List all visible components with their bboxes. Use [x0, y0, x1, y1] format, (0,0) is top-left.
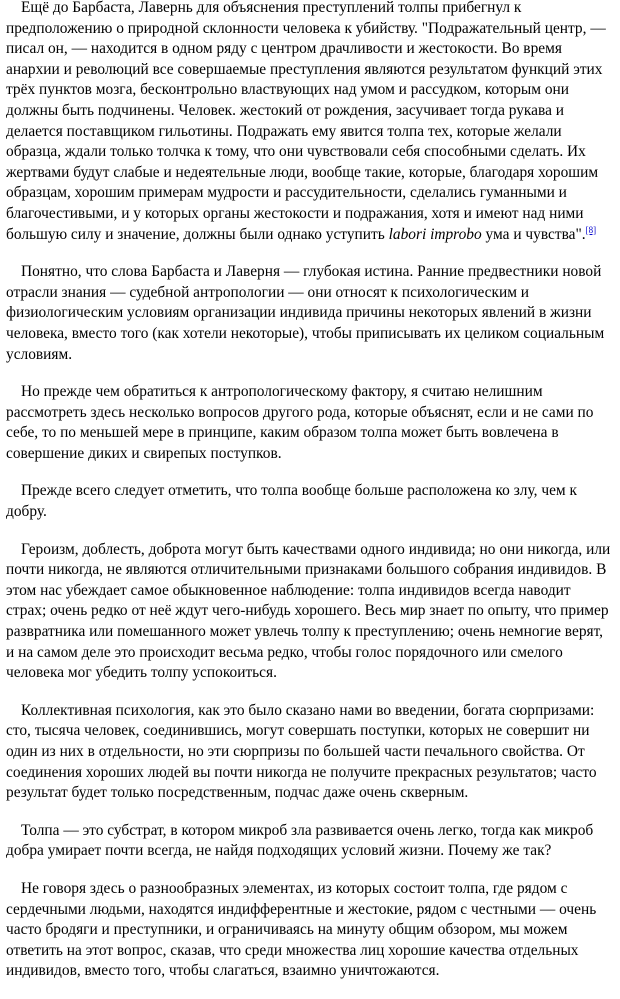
paragraph — [6, 481, 612, 522]
paragraph-text: Ещё до Барбаста, Лавернь для объяснения преступлений толпы прибегнул к предположению о природной склонности человека к убийству. "Подражательный центр, — писал он, — находится в одном ряду с центром драчливости и жестокости. Во время анархии и революций все совершаемые преступления являются результатом функций этих трёх пунктов мозга, бесконтрольно властвующих над умом и рассудком, которым они должны быть подчинены. Человек. жестокий от рождения, засучивает тогда рукава и делается поставщиком гильотины. Подражать ему явится толпа тех, которые желали образца, ждали только толчка к тому, что они чувствовали себя способными сделать. Их жертвами будут слабые и недеятельные люди, вообще такие, которые, благодаря хорошим образцам, хорошим примерам мудрости и рассудительности, сделались гуманными и благочестивыми, и у которых органы жестокости и подражания, хотя и имеют над ними большую силу и значение, должны были однако уступить — [6, 0, 606, 243]
document-page — [6, 0, 612, 999]
paragraph — [6, 821, 612, 862]
paragraph-text: ума и чувства". — [481, 225, 586, 243]
paragraph — [6, 540, 612, 684]
paragraph — [6, 262, 612, 365]
paragraph — [6, 382, 612, 464]
paragraph-text: Прежде всего следует отметить, что толпа вообще больше расположена ко злу, чем к добру. — [6, 482, 577, 521]
paragraph — [6, 701, 612, 804]
paragraph-text: Героизм, доблесть, доброта могут быть качествами одного индивида; но они никогда, или почти никогда, не являются отличительными признаками большого собрания индивидов. В этом нас убеждает самое обыкновенное наблюдение: толпа индивидов всегда наводит страх; очень редко от неё ждут чего-нибудь хорошего. Весь мир знает по опыту, что пример развратника или помешанного может увлечь толпу к преступлению; очень немногие верят, и на самом деле это происходит весьма редко, чтобы голос порядочного или смелого человека мог убедить толпу успокоиться. — [6, 540, 611, 682]
paragraph — [6, 0, 612, 245]
paragraph-text: Толпа — это субстрат, в котором микроб зла развивается очень легко, тогда как микроб добра умирает почти всегда, не найдя подходящих условий жизни. Почему же так? — [6, 821, 594, 860]
footnote-link[interactable]: [8] — [585, 224, 597, 235]
paragraph-text: Понятно, что слова Барбаста и Лаверня — глубокая истина. Ранние предвестники новой отрасли знания — судебной антропологии — они относят к психологическим и физиологическим условиям организации индивида причины некоторых явлений в жизни человека, вместо того (как хотели некоторые), чтобы приписывать их целиком социальным условиям. — [6, 263, 605, 363]
paragraph-text: Коллективная психология, как это было сказано нами во введении, богата сюрпризами: сто, тысяча человек, соединившись, могут совершать поступки, которых не совершит ни один из них в отдельности, но эти сюрпризы по большей части печального свойства. От соединения хороших людей вы почти никогда не получите прекрасных результатов; часто результат будет только посредственным, подчас даже очень скверным. — [6, 701, 597, 802]
paragraph-text: Но прежде чем обратиться к антропологическому фактору, я считаю нелишним рассмотреть здесь несколько вопросов другого рода, которые объяснят, если и не сами по себе, то по меньшей мере в принципе, каким образом толпа может быть вовлечена в совершение диких и свирепых поступков. — [6, 383, 594, 462]
paragraph-text: Не говоря здесь о разнообразных элементах, из которых состоит толпа, где рядом с сердечными людьми, находятся индифферентные и жестокие, рядом с честными — очень часто бродяги и преступники, и ограничиваясь на минуту общим обзором, мы можем ответить на этот вопрос, сказав, что среди множества лиц хорошие качества отдельных индивидов, вместо того, чтобы слагаться, взаимно уничтожаются. — [6, 879, 597, 980]
paragraph — [6, 879, 612, 982]
italic-latin-phrase: labori improbo — [388, 225, 482, 243]
